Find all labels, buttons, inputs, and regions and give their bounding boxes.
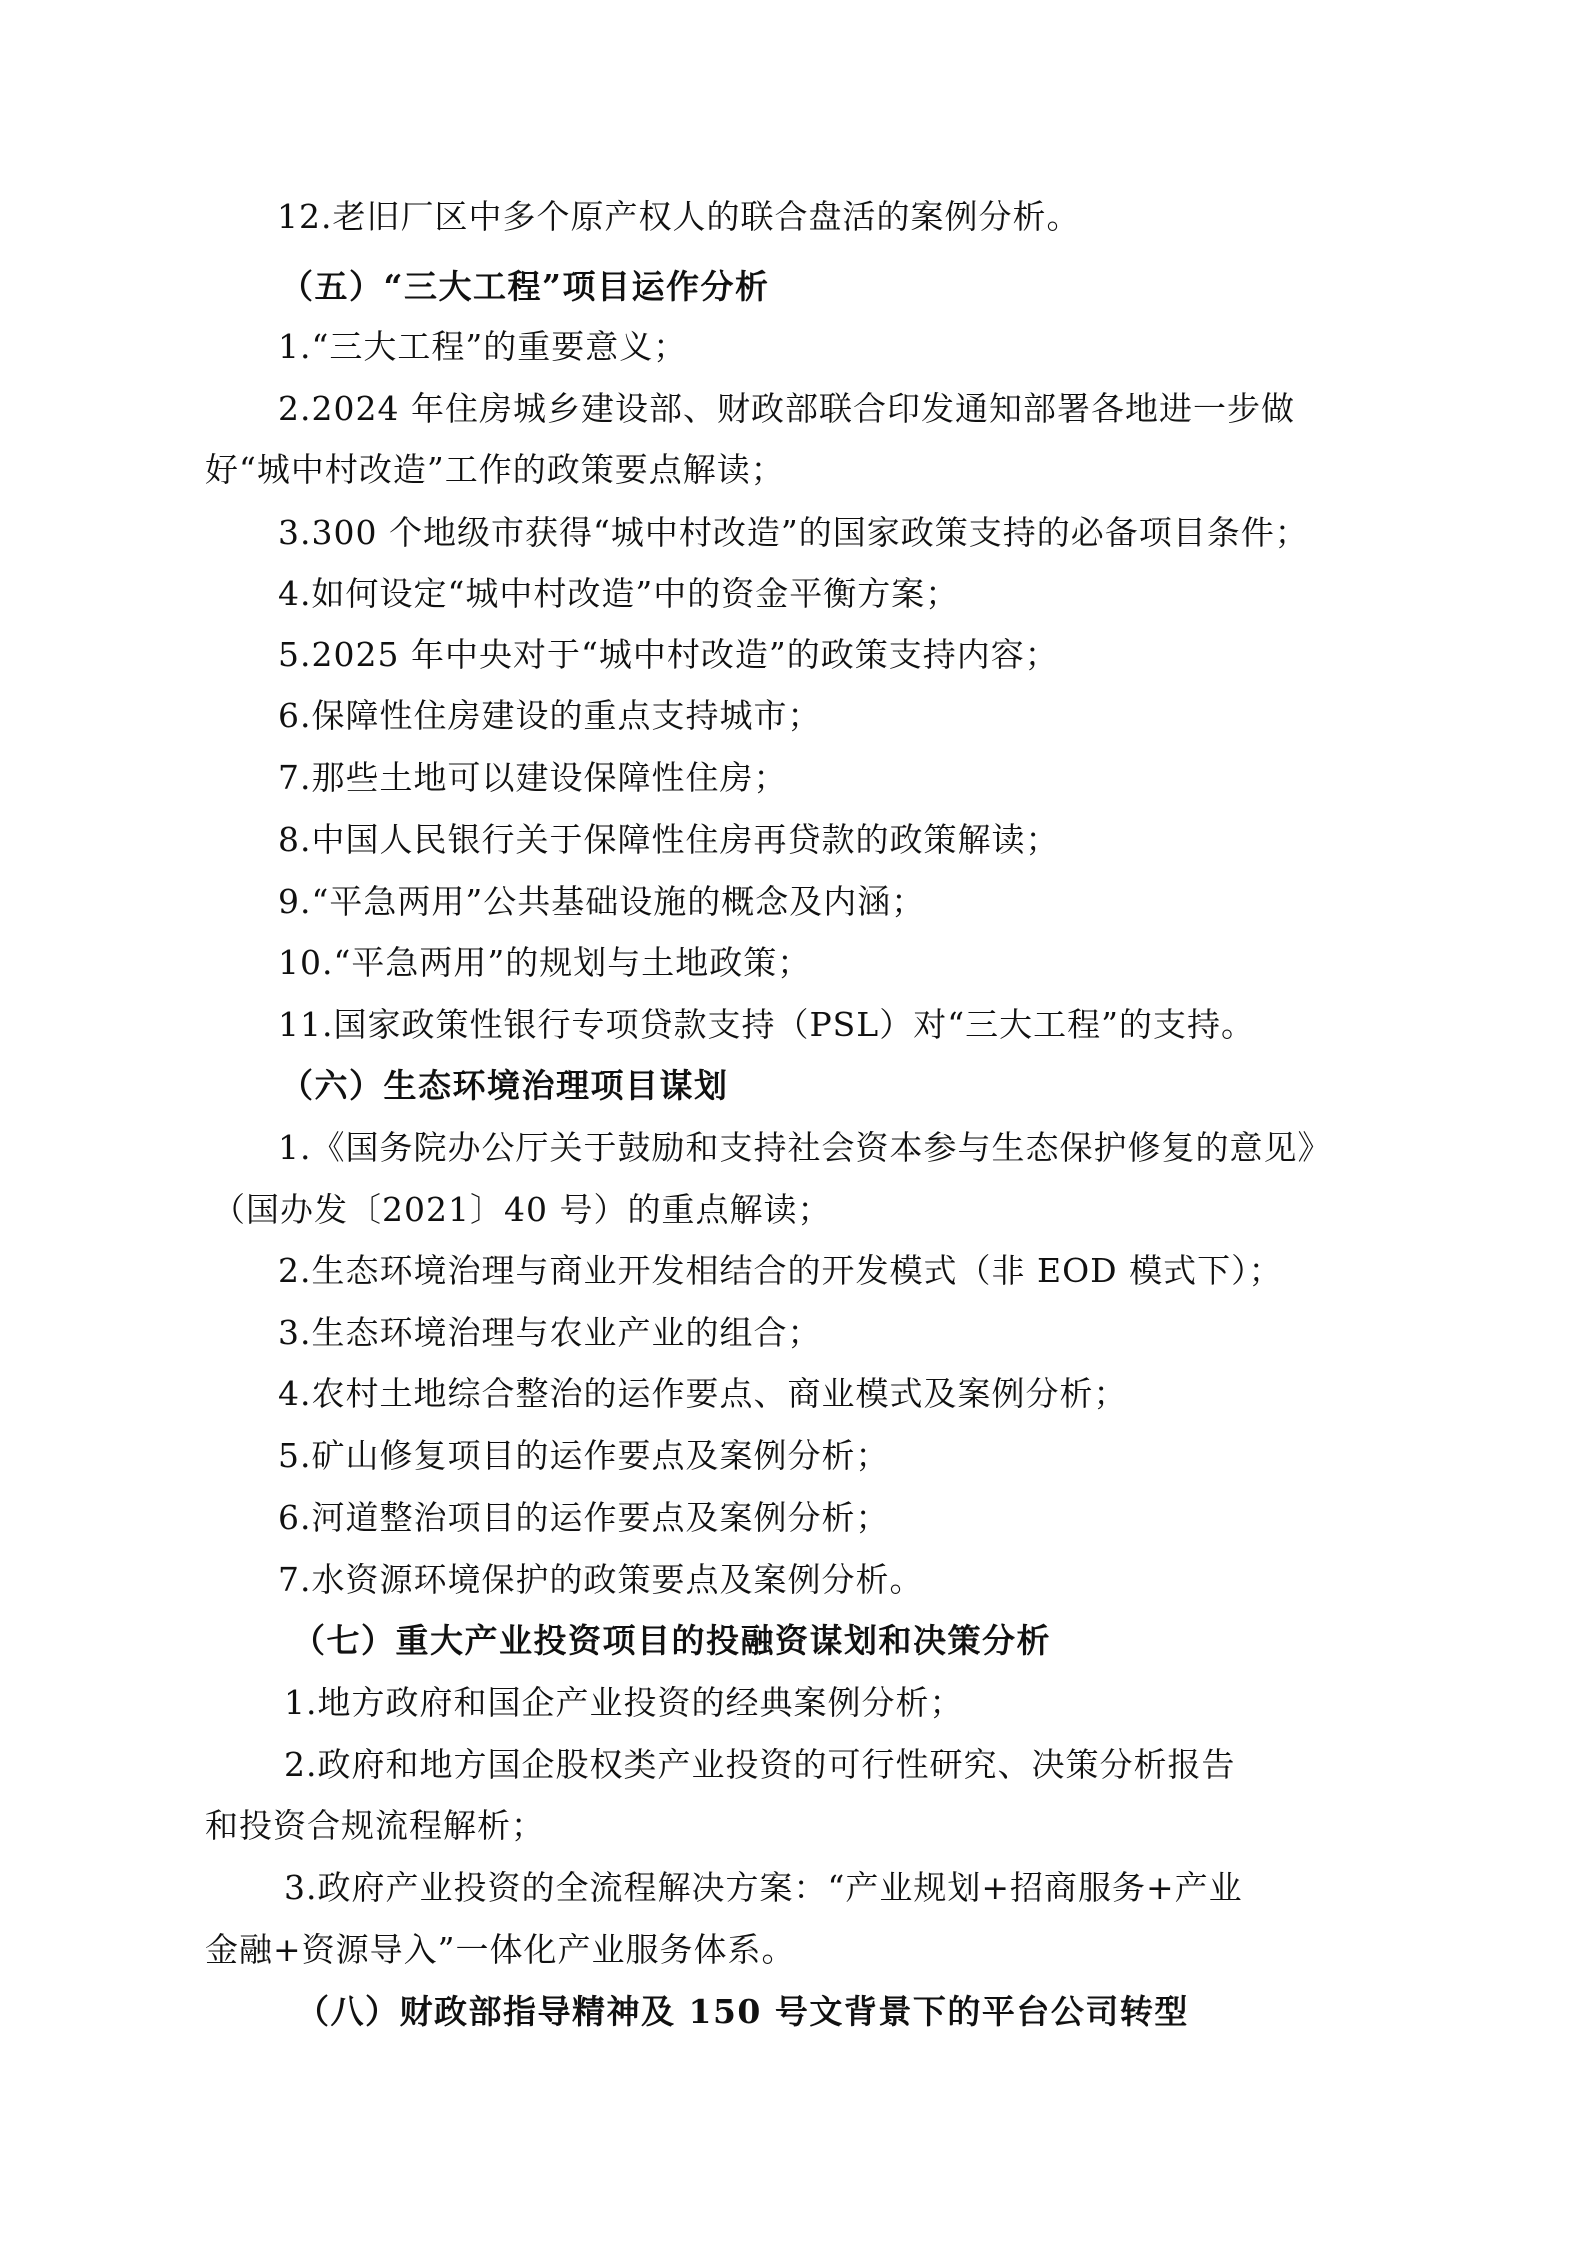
list-item: 2.政府和地方国企股权类产业投资的可行性研究、决策分析报告 xyxy=(284,1745,1236,1784)
list-item: 6.河道整治项目的运作要点及案例分析； xyxy=(278,1498,890,1537)
list-item: 9.“平急两用”公共基础设施的概念及内涵； xyxy=(278,882,926,921)
list-item: 5.2025 年中央对于“城中村改造”的政策支持内容； xyxy=(278,635,1059,674)
list-item: 7.那些土地可以建设保障性住房； xyxy=(278,758,788,797)
list-item: 11.国家政策性银行专项贷款支持（PSL）对“三大工程”的支持。 xyxy=(278,1005,1255,1044)
section-heading-5: （五）“三大工程”项目运作分析 xyxy=(280,267,770,306)
list-item: 4.农村土地综合整治的运作要点、商业模式及案例分析； xyxy=(278,1374,1128,1413)
list-item: 4.如何设定“城中村改造”中的资金平衡方案； xyxy=(278,574,960,613)
list-item-continuation: 好“城中村改造”工作的政策要点解读； xyxy=(205,450,785,489)
list-item: 3.政府产业投资的全流程解决方案：“产业规划+招商服务+产业 xyxy=(284,1868,1243,1907)
list-item-continuation: （国办发〔2021〕40 号）的重点解读； xyxy=(212,1190,832,1229)
list-item: 6.保障性住房建设的重点支持城市； xyxy=(278,696,822,735)
section-heading-6: （六）生态环境治理项目谋划 xyxy=(280,1066,729,1105)
list-item: 3.300 个地级市获得“城中村改造”的国家政策支持的必备项目条件； xyxy=(278,513,1309,552)
list-item-continuation: 金融+资源导入”一体化产业服务体系。 xyxy=(205,1930,796,1969)
list-item: 1.《国务院办公厅关于鼓励和支持社会资本参与生态保护修复的意见》 xyxy=(278,1128,1332,1167)
section-heading-8: （八）财政部指导精神及 150 号文背景下的平台公司转型 xyxy=(296,1992,1189,2031)
list-item: 1.地方政府和国企产业投资的经典案例分析； xyxy=(284,1683,964,1722)
list-item: 5.矿山修复项目的运作要点及案例分析； xyxy=(278,1436,890,1475)
list-item: 3.生态环境治理与农业产业的组合； xyxy=(278,1313,822,1352)
list-item: 1.“三大工程”的重要意义； xyxy=(278,327,688,366)
list-item: 7.水资源环境保护的政策要点及案例分析。 xyxy=(278,1560,924,1599)
list-item-continuation: 和投资合规流程解析； xyxy=(205,1806,545,1845)
section-heading-7: （七）重大产业投资项目的投融资谋划和决策分析 xyxy=(292,1621,1051,1660)
list-item: 12.老旧厂区中多个原产权人的联合盘活的案例分析。 xyxy=(277,197,1081,236)
list-item: 2.生态环境治理与商业开发相结合的开发模式（非 EOD 模式下）； xyxy=(278,1251,1283,1290)
list-item: 2.2024 年住房城乡建设部、财政部联合印发通知部署各地进一步做 xyxy=(278,389,1295,428)
list-item: 8.中国人民银行关于保障性住房再贷款的政策解读； xyxy=(278,820,1060,859)
list-item: 10.“平急两用”的规划与土地政策； xyxy=(278,943,812,982)
